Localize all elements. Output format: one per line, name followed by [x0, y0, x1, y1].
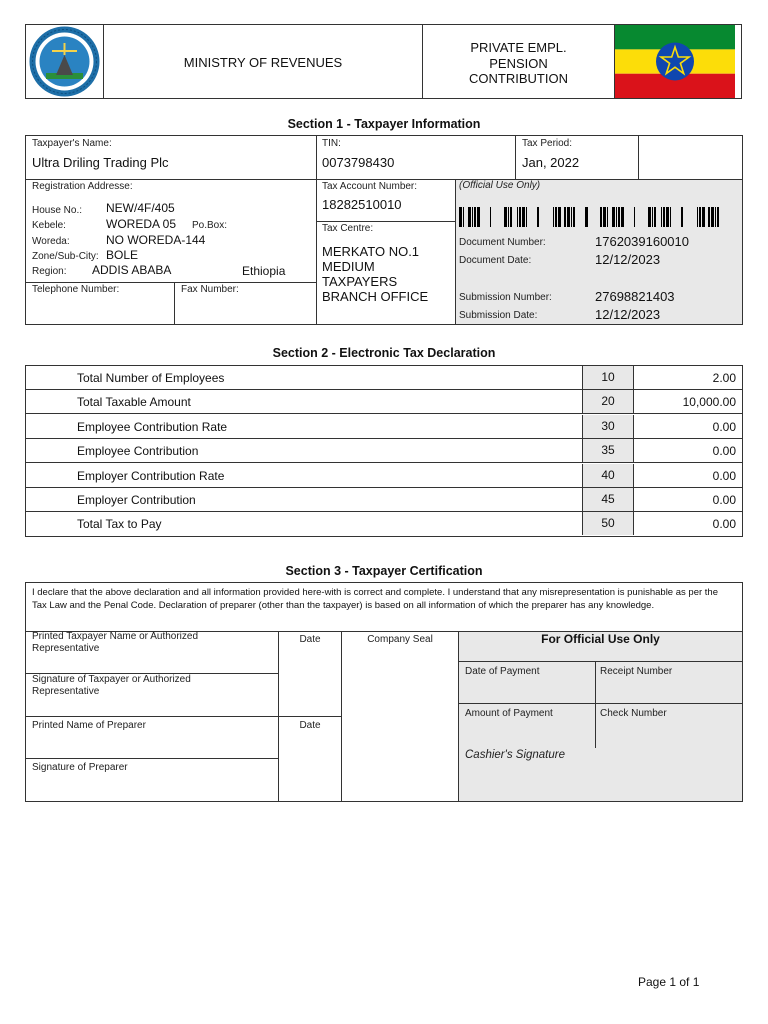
official-use-title: For Official Use Only	[541, 632, 660, 646]
tax-centre-line-2: MEDIUM	[322, 259, 375, 274]
document-number-value: 1762039160010	[595, 234, 689, 249]
declaration-table	[25, 365, 743, 537]
declaration-row-code: 40	[582, 464, 634, 487]
declaration-row	[26, 464, 742, 488]
declaration-row-code: 20	[582, 390, 634, 413]
declaration-row-value: 0.00	[712, 517, 736, 532]
tax-period-label: Tax Period:	[522, 138, 573, 149]
signature-taxpayer-label: Signature of Taxpayer or Authorized Representative	[32, 674, 191, 697]
receipt-number-label: Receipt Number	[600, 666, 673, 677]
check-number-label: Check Number	[600, 708, 667, 719]
printed-taxpayer-label: Printed Taxpayer Name or Authorized Representative	[32, 631, 199, 654]
form-title	[423, 40, 614, 87]
region-label: Region:	[32, 266, 67, 277]
tax-centre-line-1: MERKATO NO.1	[322, 244, 420, 259]
section1-title: Section 1 - Taxpayer Information	[287, 117, 481, 131]
declaration-row-label: Employer Contribution Rate	[77, 468, 225, 483]
taxpayer-name-label: Taxpayer's Name:	[32, 138, 112, 149]
tax-centre-line-4: BRANCH OFFICE	[322, 289, 429, 304]
tax-account-value: 18282510010	[322, 197, 402, 212]
date-label-2: Date	[299, 720, 321, 731]
declaration-row-value: 2.00	[712, 371, 736, 385]
declaration-row-code: 35	[582, 439, 634, 462]
declaration-row-label: Total Number of Employees	[77, 371, 225, 385]
declaration-row	[26, 439, 742, 463]
declaration-row-code: 50	[582, 512, 634, 535]
date-payment-label: Date of Payment	[465, 666, 540, 677]
house-value: NEW/4F/405	[106, 201, 175, 215]
declaration-row-value: 0.00	[712, 419, 736, 434]
region-value: ADDIS ABABA	[92, 263, 172, 277]
company-seal-label: Company Seal	[367, 634, 433, 645]
printed-preparer-label: Printed Name of Preparer	[32, 720, 146, 731]
date-label-1: Date	[299, 634, 321, 645]
ministry-name: MINISTRY OF REVENUES	[183, 55, 343, 70]
declaration-row	[26, 390, 742, 414]
submission-number-value: 27698821403	[595, 289, 675, 304]
document-date-value: 12/12/2023	[595, 252, 661, 267]
cashier-signature-label: Cashier's Signature	[465, 749, 565, 761]
country-value: Ethiopia	[242, 264, 286, 278]
tax-centre-label: Tax Centre:	[322, 223, 374, 234]
declaration-row-label: Employer Contribution	[77, 493, 196, 507]
section2-title: Section 2 - Electronic Tax Declaration	[272, 346, 496, 360]
declaration-row-code: 45	[582, 488, 634, 511]
subcity-value: BOLE	[106, 248, 139, 262]
tax-account-label: Tax Account Number:	[322, 181, 418, 192]
tax-period-value: Jan, 2022	[522, 155, 580, 170]
declaration-row-label: Employee Contribution	[77, 444, 199, 459]
declaration-row-label: Total Tax to Pay	[77, 517, 162, 532]
ministry-seal-logo	[26, 25, 103, 98]
telephone-label: Telephone Number:	[32, 284, 120, 295]
kebele-value: WOREDA 05	[106, 217, 177, 231]
kebele-label: Kebele:	[32, 220, 66, 231]
tax-centre-value	[322, 244, 428, 304]
declaration-row-code: 30	[582, 415, 634, 438]
declaration-row	[26, 415, 742, 439]
declaration-row	[26, 512, 742, 536]
submission-date-label: Submission Date:	[459, 310, 538, 321]
form-title-line-1: PRIVATE EMPL.	[470, 40, 567, 55]
pobox-label: Po.Box:	[192, 220, 228, 231]
subcity-label: Zone/Sub-City:	[32, 251, 99, 262]
fax-label: Fax Number:	[181, 284, 239, 295]
submission-number-label: Submission Number:	[459, 292, 552, 303]
house-label: House No.:	[32, 205, 83, 216]
declaration-row-code: 10	[582, 366, 634, 389]
form-title-line-3: CONTRIBUTION	[469, 71, 568, 86]
barcode	[459, 207, 731, 227]
woreda-value: NO WOREDA-144	[106, 233, 206, 247]
registration-label: Registration Addresse:	[32, 181, 133, 192]
signature-preparer-label: Signature of Preparer	[32, 762, 128, 773]
document-number-label: Document Number:	[459, 237, 546, 248]
declaration-row-value: 10,000.00	[682, 395, 736, 410]
tin-label: TIN:	[322, 138, 341, 149]
declaration-row	[26, 366, 742, 390]
taxpayer-name: Ultra Driling Trading Plc	[32, 155, 169, 170]
declaration-row-value: 0.00	[712, 493, 736, 507]
tax-centre-line-3: TAXPAYERS	[322, 274, 398, 289]
official-use-label: (Official Use Only)	[459, 180, 541, 191]
page-number: Page 1 of 1	[638, 975, 700, 989]
tin-value: 0073798430	[322, 155, 395, 170]
declaration-row-label: Total Taxable Amount	[77, 395, 191, 410]
declaration-row	[26, 488, 742, 512]
declaration-row-value: 0.00	[712, 444, 736, 459]
ethiopia-flag	[615, 25, 735, 98]
submission-date-value: 12/12/2023	[595, 307, 661, 322]
document-date-label: Document Date:	[459, 255, 532, 266]
declaration-row-value: 0.00	[712, 468, 736, 483]
declaration-text: I declare that the above declaration and all information provided here-with is correct and complete. I understand that any misrepresentation is punishable as per the Tax Law and the Penal Code. Declaration of preparer (other than the taxpayer) is based on all information of which the preparer has any knowledge.	[32, 587, 718, 611]
amount-payment-label: Amount of Payment	[465, 708, 553, 719]
woreda-label: Woreda:	[32, 236, 70, 247]
declaration-row-label: Employee Contribution Rate	[77, 419, 228, 434]
form-title-line-2: PENSION	[489, 55, 548, 71]
section3-title: Section 3 - Taxpayer Certification	[285, 564, 483, 578]
